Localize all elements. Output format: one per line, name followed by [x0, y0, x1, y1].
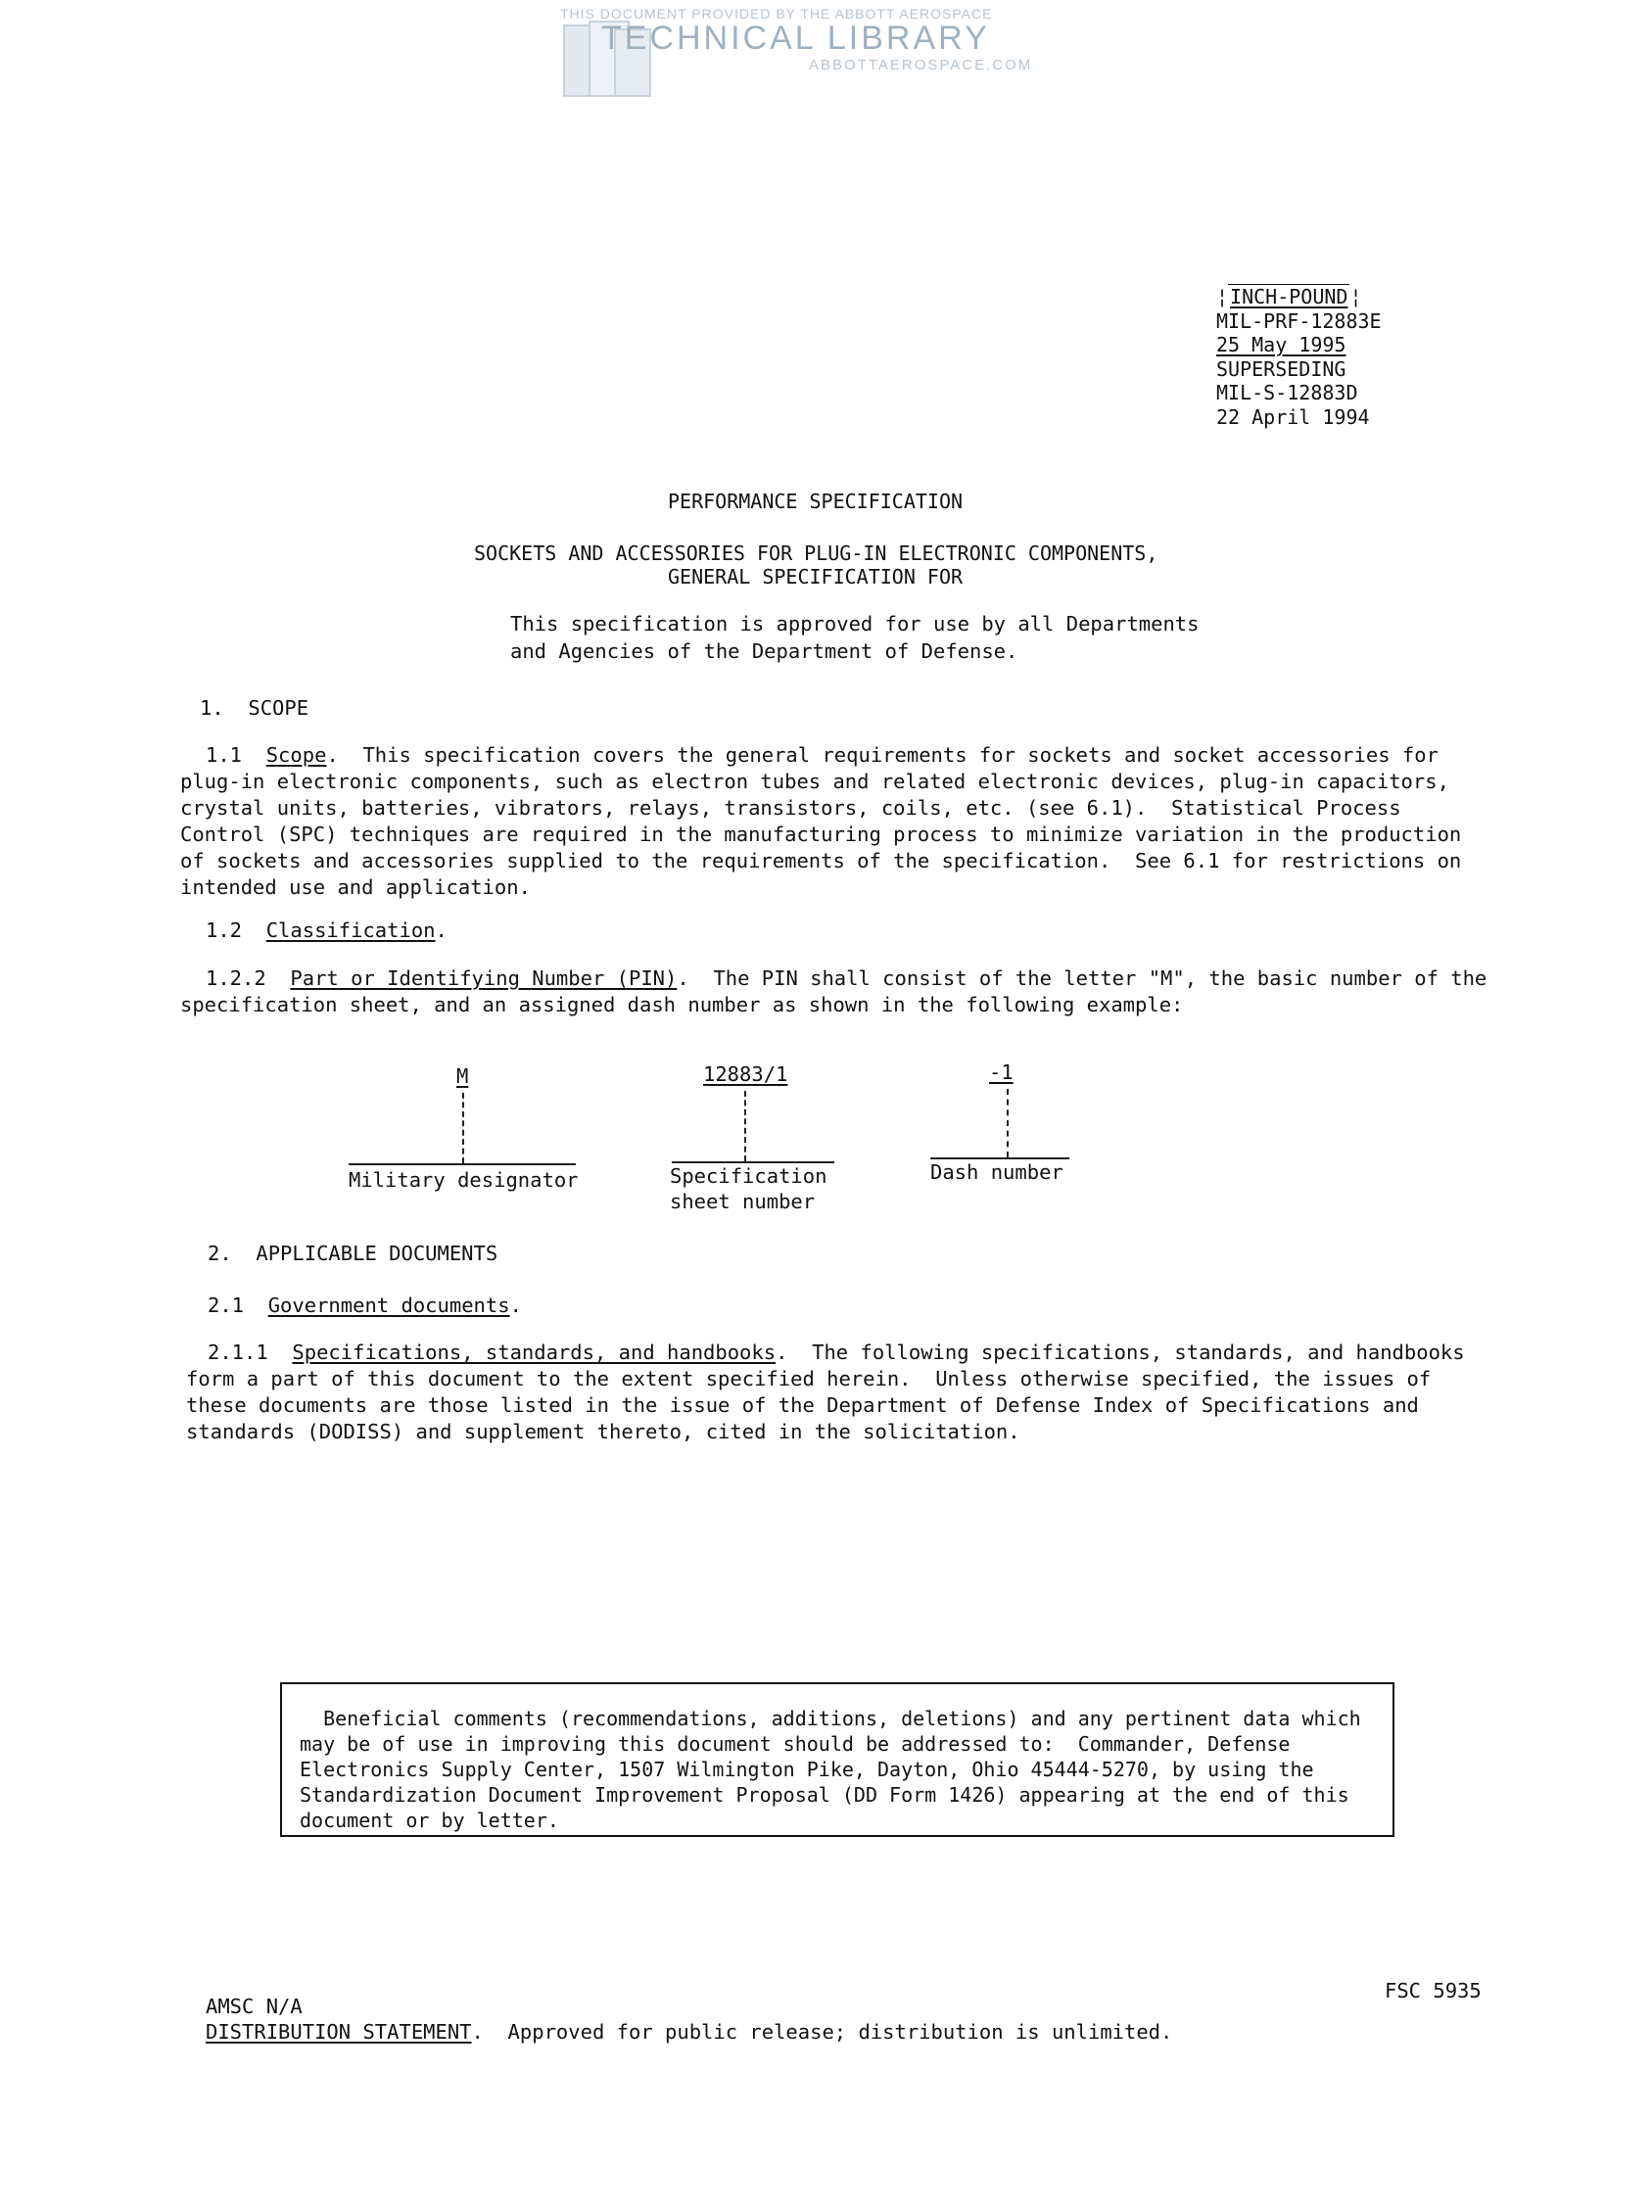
spec-type-title: PERFORMANCE SPECIFICATION [668, 490, 964, 513]
pin-m-label: Military designator [349, 1168, 579, 1192]
pin-dash-label: Dash number [930, 1160, 1063, 1184]
watermark-provided-by: THIS DOCUMENT PROVIDED BY THE ABBOTT AEROSPACE [560, 6, 993, 22]
section-2-1-1-first-line: 2.1.1 Specifications, standards, and handbooks. The following specifications, standards, and handbooks [208, 1341, 1465, 1364]
section-1-2-heading: 1.2 Classification. [206, 918, 448, 942]
inch-pound-label: ¦ INCH-POUND ¦ [1216, 285, 1362, 308]
section-1-1-line: of sockets and accessories supplied to the requirements of the specification. See 6.1 for restrictions on [180, 849, 1462, 872]
pin-dash-code: -1 [989, 1060, 1014, 1084]
section-2-1-1-line: standards (DODISS) and supplement thereto, cited in the solicitation. [186, 1420, 1020, 1443]
section-2-1-heading: 2.1 Government documents. [208, 1294, 522, 1317]
section-1-1-line: crystal units, batteries, vibrators, relays, transistors, coils, etc. (see 6.1). Statistical Process [180, 796, 1401, 820]
doc-number: MIL-PRF-12883E [1216, 308, 1382, 333]
pin-spec-leader [744, 1091, 746, 1161]
doc-date: 25 May 1995 [1216, 333, 1346, 356]
watermark-title: TECHNICAL LIBRARY [601, 20, 990, 57]
section-1-1-line: plug-in electronic components, such as electron tubes and related electronic devices, plug-in capacitors, [180, 770, 1449, 793]
section-1-2-2-line: specification sheet, and an assigned dash number as shown in the following example: [180, 993, 1184, 1016]
pin-m-code: M [456, 1064, 469, 1088]
section-2-1-1-line: these documents are those listed in the issue of the Department of Defense Index of Specifications and [186, 1393, 1419, 1417]
fsc-label: FSC 5935 [1385, 1979, 1482, 2002]
section-1-1-line: intended use and application. [180, 875, 531, 899]
pin-spec-label-2: sheet number [670, 1190, 816, 1213]
comments-text: Beneficial comments (recommendations, additions, deletions) and any pertinent data which may be of use in improving this document should be addressed to: Commander, Defense Electronics Supply Center, 1507 Wilmington Pike, Dayton, Ohio 45444-5270, by using the Standardization Document Improvement Proposal (DD Form 1426) appearing at the end of this document or by letter. [300, 1707, 1361, 1832]
distribution-statement: DISTRIBUTION STATEMENT. Approved for public release; distribution is unlimited. [206, 2020, 1173, 2044]
section-2-1-1-line: form a part of this document to the extent specified herein. Unless otherwise specified, the issues of [186, 1367, 1432, 1390]
approval-line1: This specification is approved for use by all Departments [510, 612, 1200, 635]
document-id-block [1216, 284, 1382, 429]
pin-dash-leader [1007, 1089, 1009, 1157]
pin-m-baseline [349, 1163, 576, 1165]
section-1-2-2-first-line: 1.2.2 Part or Identifying Number (PIN). The PIN shall consist of the letter "M", the basic number of the [206, 966, 1487, 990]
spec-title-line2: GENERAL SPECIFICATION FOR [668, 565, 964, 588]
superseded-doc: MIL-S-12883D [1216, 381, 1358, 404]
superseding-label: SUPERSEDING [1216, 356, 1346, 381]
section-2-heading: 2. APPLICABLE DOCUMENTS [208, 1242, 498, 1265]
superseded-date: 22 April 1994 [1216, 404, 1370, 429]
pin-spec-label-1: Specification [670, 1164, 827, 1188]
section-1-heading: 1. SCOPE [200, 696, 309, 720]
watermark-site: ABBOTTAEROSPACE.COM [809, 57, 1033, 73]
comments-box [280, 1682, 1394, 1837]
section-1-1-first-line: 1.1 Scope. This specification covers the general requirements for sockets and socket accessories for [206, 743, 1439, 767]
amsc-label: AMSC N/A [206, 1995, 303, 2018]
approval-line2: and Agencies of the Department of Defense. [510, 639, 1018, 663]
spec-title-line1: SOCKETS AND ACCESSORIES FOR PLUG-IN ELECTRONIC COMPONENTS, [474, 541, 1158, 565]
pin-spec-code: 12883/1 [703, 1062, 788, 1086]
pin-m-leader [462, 1093, 464, 1163]
section-1-1-line: Control (SPC) techniques are required in the manufacturing process to minimize variation in the production [180, 823, 1462, 846]
